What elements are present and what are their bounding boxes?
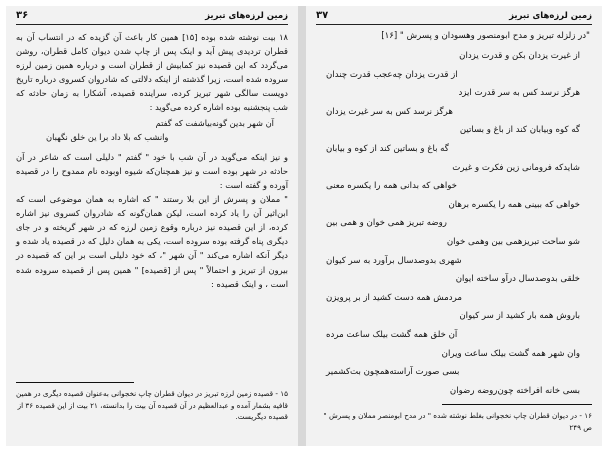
poem-line: بسی خانه افراخته چون‌روضه رضوان — [449, 385, 580, 396]
page-body — [16, 30, 288, 291]
page-number: ۳۶ — [16, 10, 29, 21]
running-title: زمین لرزه‌های تبریز — [509, 11, 592, 21]
footnote-separator — [16, 382, 134, 383]
footnote-text: ۱۵ - قصیده زمین لرزه تبریز در دیوان قطران چاپ نخجوانی به‌عنوان قصیده دیگری در همین قافیه بشمار آمده و عبدالعظیم در آن قصیده آن بیت را بدانسته، ۲۱ بیت از این قصیده ۳۶ از قصیده دیگریست. — [16, 389, 288, 421]
footnote-separator — [442, 404, 592, 405]
footnote-text: ۱۶ - در دیوان قطران چاپ نخجوانی بغلط نوشته شده " در مدح ابومنصر مملان و پسرش " ص ۲۴۹ — [323, 411, 592, 432]
book-gutter — [298, 6, 306, 446]
poem-line: شایدکه فرومانی زین فکرت و غیرت — [452, 162, 580, 173]
quoted-verse — [46, 116, 274, 144]
footnote — [16, 388, 288, 423]
paragraph: ۱۸ بیت نوشته شده بوده [۱۵] همین کار باعث آن گزیده که در انتساب آن به قطران تردیدی پیش آید و اینک پس از چاپ شدن دیوان کامل قطران، روشن می‌گردد که این قصیده نیز کمابیش از قطران است و درباره همین زمین لرزه سروده شده است، زیرا گذشته از اینکه دلالتی که شادروان کسروی درباره تاریخ دویست سالگی شهر تبریز کرده، سراینده قصیده، آشکارا به زمان حادثه که شب پنجشنبه بوده اشاره کرده می‌گوید : — [16, 32, 288, 113]
verse-hemistich: وانشب که بلا داد برا ین خلق نگهبان — [46, 131, 169, 142]
poem-line: شو ساحت تبریزهمی بین وهمی خوان — [446, 236, 580, 247]
poem-line: هرگز نرسد کس به سر غیرت یزدان — [326, 106, 453, 117]
poem-line: خواهی که ببینی همه را یکسره برهان — [448, 199, 580, 210]
page-number: ۳۷ — [316, 10, 329, 21]
poem — [320, 30, 590, 400]
poem-line: از قدرت یزدان چه‌عجب قدرت چندان — [326, 69, 458, 80]
running-title: زمین لرزه‌های تبریز — [205, 11, 288, 21]
paragraph: " مملان و پسرش از این بلا رستند " که اشاره به همان موضوعی است که ابن‌اثیر آن را یاد کرده است، لیکن همان‌گونه که شادروان کسروی نیز اشاره کرده، از این قصیده نیز درباره وقوع زمین لرزه که در شهر گریخته و در جای دیگری پناه گرفته بوده سروده است، یکی به همان دلیل که در قصیده یاد شده و دیگر آنکه اشاره می‌کند " آن شهر "، که خود دلیلی است بر این که قصیده در بیرون از تبریز و احتمالاً " پس از [قصیده] " همین پس از قصیده سروده شده است ، و اینک قصیده : — [16, 194, 288, 289]
paragraph: و نیز اینکه می‌گوید در آن شب با خود " گفتم " دلیلی است که شاعر در آن حادثه در شهر بوده است و نیز همچنان‌که شیوه اوبوده نام ممدوح را در قصیده آورده و گفته است : — [16, 151, 288, 190]
verse-hemistich: آن شهر بدین گونه‌بیاشفت که گفتم — [155, 117, 274, 128]
poem-line: گه کوه وبیابان کند از باغ و بساتین — [459, 125, 580, 136]
page-header — [316, 10, 592, 25]
poem-line: هرگز نرسد کس به سر قدرت ایزد — [458, 88, 580, 99]
poem-line: باروش همه بار کشید از سر کیوان — [459, 311, 580, 322]
right-page — [306, 6, 602, 446]
poem-line: گه باغ و بساتین کند از کوه و بیابان — [326, 143, 449, 154]
poem-line: خلقی بدوصدسال درآو ساخته ایوان — [455, 274, 580, 285]
footnote — [316, 410, 592, 433]
poem-line: شهری بدوصدسال برآورد به سر کیوان — [326, 255, 462, 266]
poem-line: روضه تبریز همی خوان و همی بین — [326, 218, 447, 229]
poem-line: وان شهر همه گشت بیلک ساعت ویران — [441, 348, 580, 359]
poem-line: خواهی که بدانی همه را یکسره معنی — [326, 181, 457, 192]
poem-line: آن خلق همه گشت بیلک ساعت مرده — [326, 329, 458, 340]
poem-line: بسی صورت آراسته‌همچون بت‌کشمیر — [326, 367, 460, 378]
poem-line: مردمش همه دست کشید از بر پرویزن — [326, 292, 462, 303]
page-header — [16, 10, 288, 25]
poem-title: "در زلزله تبریز و مدح ابومنصور وهسودان و پسرش " [۱۶] — [381, 31, 590, 41]
left-page — [6, 6, 298, 446]
poem-line: از غیرت یزدان بکن و قدرت یزدان — [459, 51, 580, 61]
